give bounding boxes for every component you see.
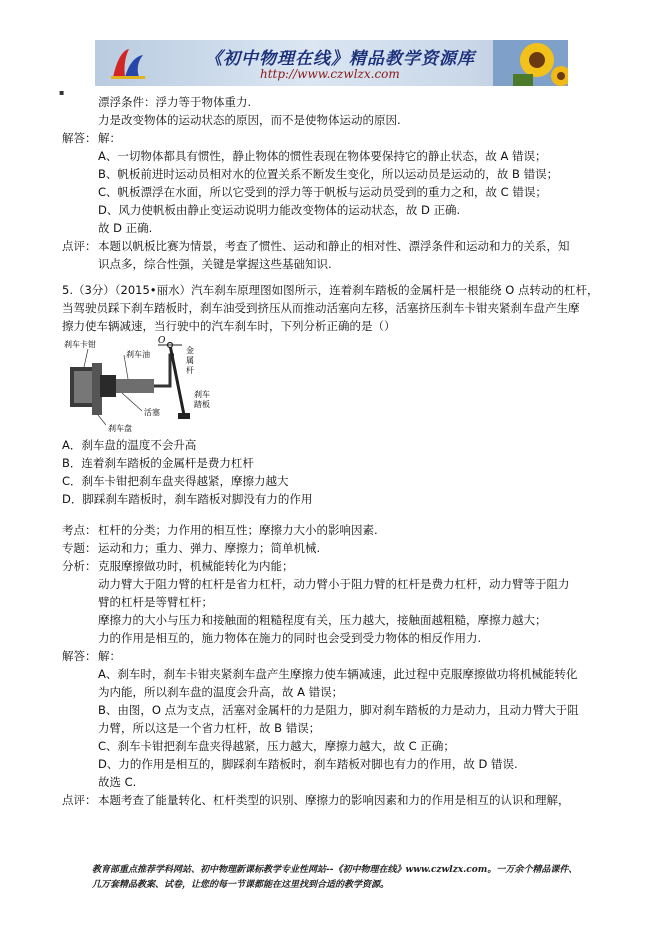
analysis-line: 摩擦力的大小与压力和接触面的粗糙程度有关，压力越大，接触面越粗糙，摩擦力越大； [98, 613, 547, 627]
rod-label-2: 属 [186, 356, 194, 365]
prev-solution-line: 解： [98, 131, 121, 145]
fenxi-label: 分析： [62, 559, 97, 573]
comment-label: 点评： [62, 793, 97, 807]
metal-rod [170, 345, 184, 415]
footer-line: 教育部重点推荐学科网站、初中物理新课标教学专业性网站--《初中物理在线》www.czwlzx.com。一万余个精品课件、 [92, 865, 578, 875]
zhuanti-text: 运动和力；重力、弹力、摩擦力；简单机械. [98, 541, 321, 555]
page-marker: ▪ [59, 88, 65, 97]
solution-line: 解： [98, 649, 121, 663]
analysis-line: 臂的杠杆是等臂杠杆； [98, 595, 213, 609]
sunflower-icon [493, 40, 568, 86]
prev-solution-line: A、一切物体都具有惯性，静止物体的惯性表现在物体要保持它的静止状态，故 A 错误； [98, 149, 547, 163]
oil-pipe [154, 355, 174, 386]
solution-line: 为内能，所以刹车盘的温度会升高，故 A 错误； [98, 685, 344, 699]
point-o-label: O [158, 336, 166, 346]
caliper-inner [74, 371, 92, 403]
question-stem-line: 擦力使车辆减速，当行驶中的汽车刹车时，下列分析正确的是（） [62, 319, 396, 333]
analysis-line: 动力臂大于阻力臂的杠杆是省力杠杆，动力臂小于阻力臂的杠杆是费力杠杆，动力臂等于阻力 [98, 577, 570, 591]
question-stem-line: 当驾驶员踩下刹车踏板时，刹车油受到挤压从而推动活塞向左移，活塞挤压刹车卡钳夹紧刹车盘产生摩 [62, 301, 580, 315]
header-banner [95, 40, 568, 86]
solution-line: B、由图，O 点为支点，活塞对金属杆的力是阻力，脚对刹车踏板的力是动力，且动力臂大于阻 [98, 703, 579, 717]
kaodian-text: 杠杆的分类；力作用的相互性；摩擦力大小的影响因素. [98, 523, 378, 537]
option-d: D．脚踩刹车踏板时，刹车踏板对脚没有力的作用 [62, 492, 313, 506]
footer-line: 几万套精品教案、试卷，让您的每一节课都能在这里找到合适的教学资源。 [92, 880, 390, 890]
kaodian-label: 考点： [62, 523, 97, 537]
oil-label: 刹车油 [126, 350, 150, 359]
brake-diagram [62, 335, 262, 435]
option-c: C．刹车卡钳把刹车盘夹得越紧，摩擦力越大 [62, 474, 289, 488]
pedal-label-1: 刹车 [194, 390, 210, 399]
comment-text: 本题考查了能量转化、杠杆类型的识别、摩擦力的影响因素和力的作用是相互的认识和理解， [98, 793, 570, 807]
banner-title: 《初中物理在线》精品教学资源库 [205, 49, 475, 69]
pedal-label-2: 踏板 [194, 400, 210, 409]
answer-label: 解答： [62, 131, 97, 145]
rod-label-1: 金 [186, 346, 194, 355]
question-stem-line: 5.（3分）（2015•丽水）汽车刹车原理图如图所示，连着刹车踏板的金属杆是一根能绕 O 点转动的杠杆， [62, 283, 599, 297]
zhuanti-label: 专题： [62, 541, 97, 555]
analysis-line: 克服摩擦做功时，机械能转化为内能； [98, 559, 294, 573]
analysis-line: 力的作用是相互的，施力物体在施力的同时也会受到受力物体的相反作用力. [98, 631, 482, 645]
answer-label: 解答： [62, 649, 97, 663]
solution-line: C、刹车卡钳把刹车盘夹得越紧，压力越大，摩擦力越大，故 C 正确； [98, 739, 455, 753]
disc-label: 刹车盘 [108, 424, 132, 433]
banner-url[interactable]: http://www.czwlzx.com [260, 67, 400, 81]
solution-line: 故选 C. [98, 775, 137, 789]
solution-line: D、力的作用是相互的，脚踩刹车踏板时，刹车踏板对脚也有力的作用，故 D 错误. [98, 757, 518, 771]
solution-line: A、刹车时，刹车卡钳夹紧刹车盘产生摩擦力使车辆减速，此过程中克服摩擦做功将机械能转化 [98, 667, 578, 681]
prev-solution-line: D、风力使帆板由静止变运动说明力能改变物体的运动状态，故 D 正确. [98, 203, 461, 217]
comment-label: 点评： [62, 239, 97, 253]
prev-comment-line: 本题以帆板比赛为情景，考查了惯性、运动和静止的相对性、漂浮条件和运动和力的关系，知 [98, 239, 570, 253]
piston-label: 活塞 [144, 408, 160, 417]
prev-analysis-line: 力是改变物体的运动状态的原因，而不是使物体运动的原因. [98, 113, 401, 127]
prev-comment-line: 识点多，综合性强，关键是掌握这些基础知识. [98, 257, 332, 271]
option-b: B．连着刹车踏板的金属杆是费力杠杆 [62, 456, 254, 470]
prev-solution-line: C、帆板漂浮在水面，所以它受到的浮力等于帆板与运动员受到的重力之和，故 C 错误； [98, 185, 547, 199]
prev-solution-line: B、帆板前进时运动员相对水的位置关系不断发生变化，所以运动员是运动的，故 B 错误； [98, 167, 559, 181]
option-a: A．刹车盘的温度不会升高 [62, 438, 197, 452]
caliper-label: 刹车卡钳 [64, 340, 96, 349]
prev-analysis-line: 漂浮条件：浮力等于物体重力. [98, 95, 252, 109]
brake-pedal [178, 413, 190, 419]
solution-line: 力臂，所以这是一个省力杠杆，故 B 错误； [98, 721, 321, 735]
oil-cylinder [116, 379, 154, 393]
piston-housing [100, 375, 116, 397]
logo-icon [109, 47, 147, 81]
prev-solution-line: 故 D 正确. [98, 221, 153, 235]
rod-label-3: 杆 [186, 366, 194, 375]
